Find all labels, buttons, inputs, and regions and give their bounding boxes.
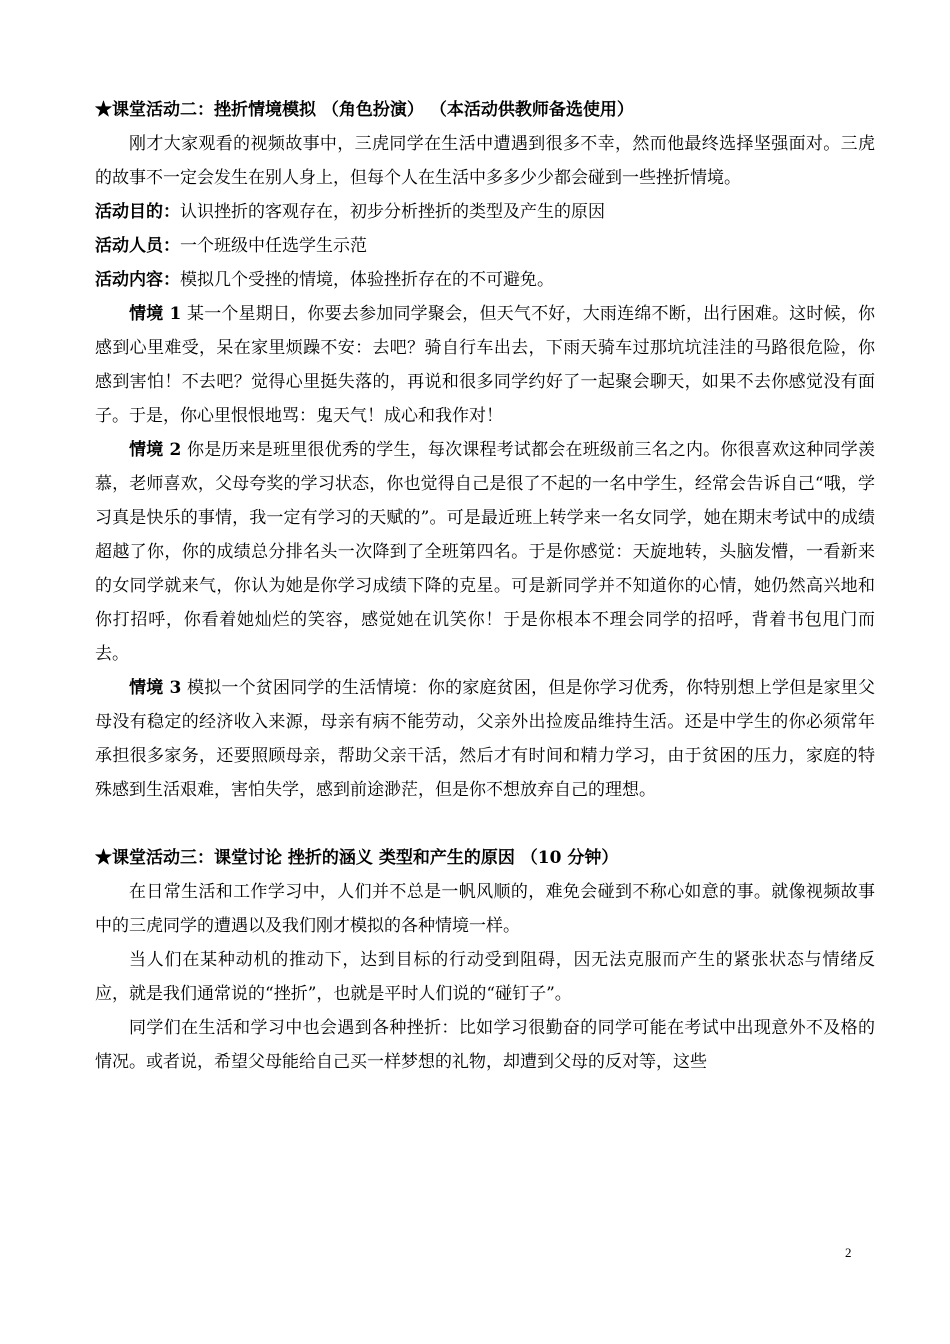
scenario-2-paragraph [95, 433, 875, 671]
scenario-1-label: 情境 1 [129, 304, 182, 324]
activity-purpose-label: 活动目的： [95, 202, 180, 222]
section3-paragraph-2: 当人们在某种动机的推动下，达到目标的行动受到阻碍，因无法克服而产生的紧张状态与情绪反应，就是我们通常说的“挫折”，也就是平时人们说的“碰钉子”。 [95, 950, 875, 1004]
activity-people-text: 一个班级中任选学生示范 [180, 236, 367, 256]
scenario-2-label: 情境 2 [129, 440, 182, 460]
activity-content-line [95, 263, 875, 297]
scenario-3-text: 模拟一个贫困同学的生活情境：你的家庭贫困，但是你学习优秀，你特别想上学但是家里父母没有稳定的经济收入来源，母亲有病不能劳动，父亲外出捡废品维持生活。还是中学生的你必须常年承担很多家务，还要照顾母亲，帮助父亲干活，然后才有时间和精力学习，由于贫困的压力，家庭的特殊感到生活艰难，害怕失学，感到前途渺茫，但是你不想放弃自己的理想。 [95, 678, 876, 800]
scenario-1-text: 某一个星期日，你要去参加同学聚会，但天气不好，大雨连绵不断，出行困难。这时候，你感到心里难受，呆在家里烦躁不安：去吧？骑自行车出去，下雨天骑车过那坑坑洼洼的马路很危险，你感到害怕！不去吧？觉得心里挺失落的，再说和很多同学约好了一起聚会聊天，如果不去你感觉没有面子。于是，你心里恨恨地骂：鬼天气！成心和我作对！ [95, 304, 876, 426]
section3-heading: ★课堂活动三：课堂讨论 挫折的涵义 类型和产生的原因 （10 分钟） [95, 848, 619, 868]
activity-purpose-line [95, 195, 875, 229]
scenario-2-text: 你是历来是班里很优秀的学生，每次课程考试都会在班级前三名之内。你很喜欢这种同学羡慕，老师喜欢，父母夸奖的学习状态，你也觉得自己是很了不起的一名中学生，经常会告诉自己“哦，学习真是快乐的事情，我一定有学习的天赋的”。可是最近班上转学来一名女同学，她在期末考试中的成绩超越了你，你的成绩总分排名头一次降到了全班第四名。于是你感觉：天旋地转，头脑发懵，一看新来的女同学就来气，你认为她是你学习成绩下降的克星。可是新同学并不知道你的心情，她仍然高兴地和你打招呼，你看着她灿烂的笑容，感觉她在讥笑你！于是你根本不理会同学的招呼，背着书包甩门而去。 [95, 440, 876, 664]
scenario-3-paragraph [95, 671, 875, 807]
activity-people-line [95, 229, 875, 263]
activity-people-label: 活动人员： [95, 236, 180, 256]
page-number: 2 [845, 1245, 852, 1260]
activity-content-label: 活动内容： [95, 270, 180, 290]
section2-intro-paragraph: 刚才大家观看的视频故事中，三虎同学在生活中遭遇到很多不幸，然而他最终选择坚强面对。三虎的故事不一定会发生在别人身上，但每个人在生活中多多少少都会碰到一些挫折情境。 [95, 134, 875, 188]
scenario-3-label: 情境 3 [129, 678, 182, 698]
scenario-1-paragraph [95, 297, 875, 433]
document-body [95, 93, 875, 1079]
section3-paragraph-1: 在日常生活和工作学习中，人们并不总是一帆风顺的，难免会碰到不称心如意的事。就像视频故事中的三虎同学的遭遇以及我们刚才模拟的各种情境一样。 [95, 882, 875, 936]
section3-paragraph-3: 同学们在生活和学习中也会遇到各种挫折：比如学习很勤奋的同学可能在考试中出现意外不及格的情况。或者说，希望父母能给自己买一样梦想的礼物，却遭到父母的反对等，这些 [95, 1018, 875, 1072]
section-spacer [95, 807, 875, 841]
activity-content-text: 模拟几个受挫的情境，体验挫折存在的不可避免。 [180, 270, 554, 290]
activity-purpose-text: 认识挫折的客观存在，初步分析挫折的类型及产生的原因 [180, 202, 605, 222]
section2-heading: ★课堂活动二：挫折情境模拟 （角色扮演） （本活动供教师备选使用） [95, 100, 634, 120]
